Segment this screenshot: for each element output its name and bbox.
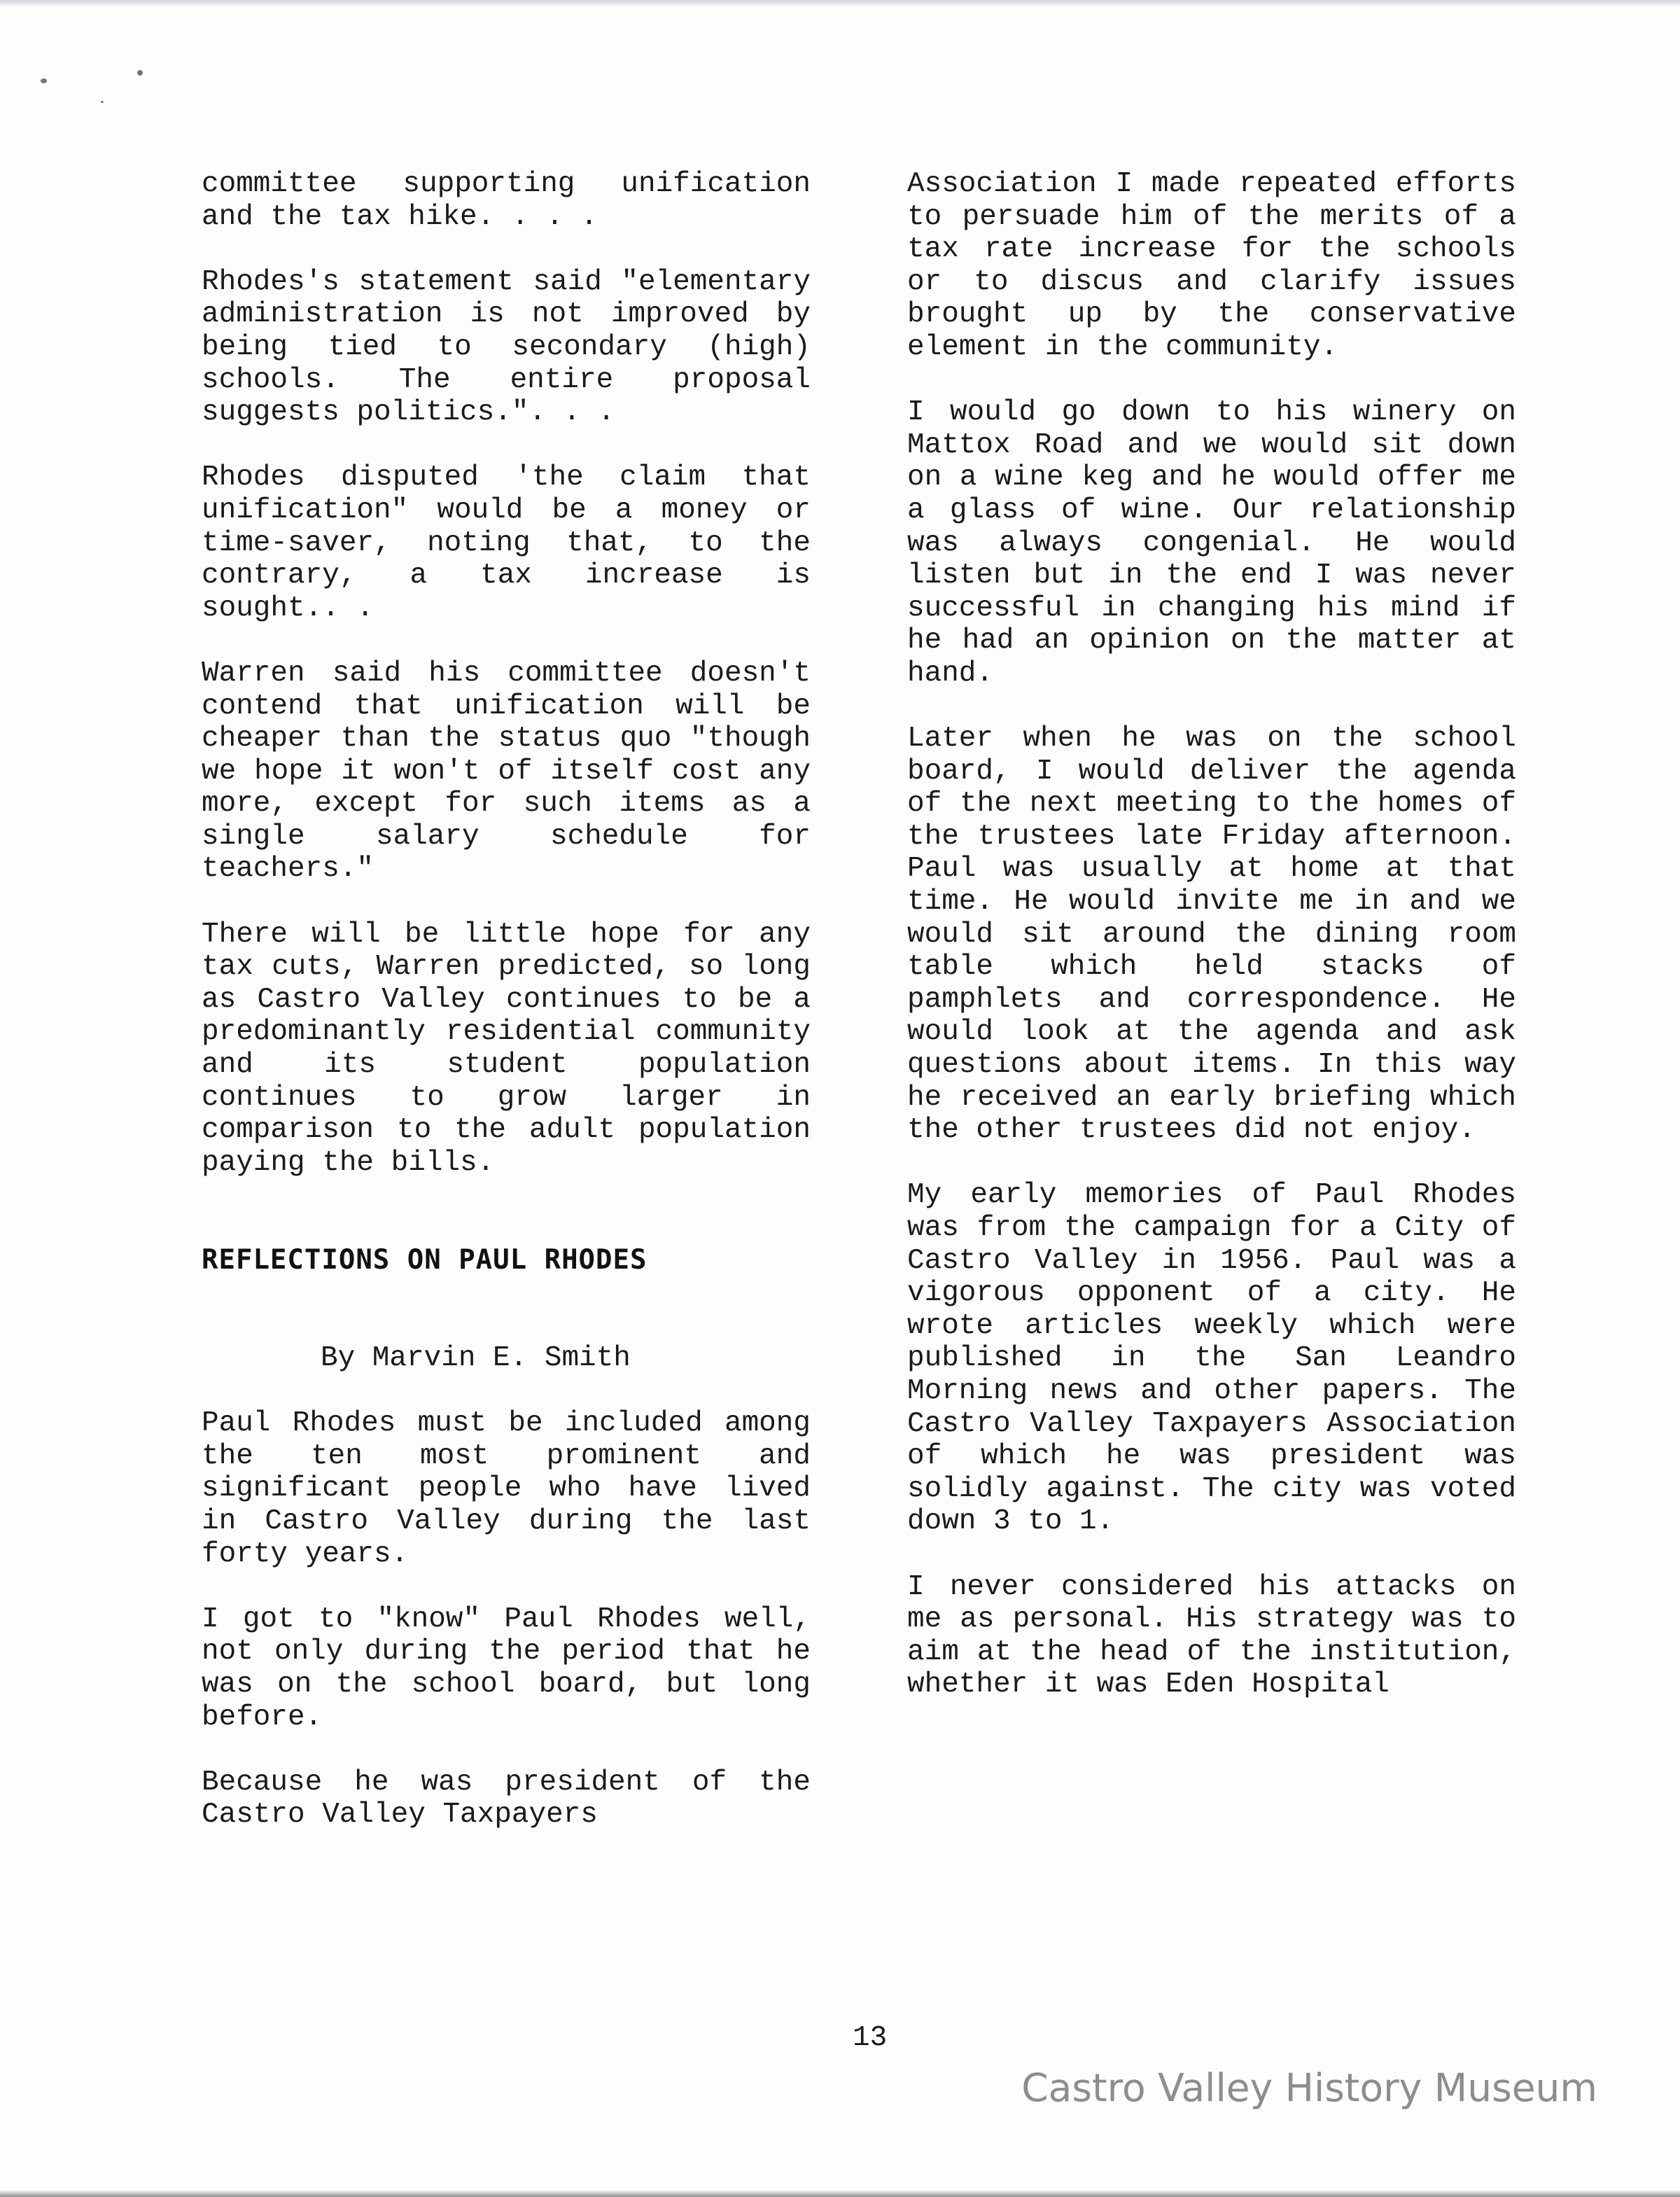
- paragraph: Warren said his committee doesn't contend that unification will be cheaper than the status quo "though we hope it won't of itself cost any more, except for such items as a single salary schedule for teachers.": [202, 657, 811, 886]
- article-byline: By Marvin E. Smith: [321, 1342, 631, 1374]
- scan-speck: [41, 78, 47, 83]
- left-column: [202, 168, 811, 1864]
- paragraph: Rhodes disputed 'the claim that unification" would be a money or time-saver, noting that, to the contrary, a tax increase is sought.. .: [202, 461, 811, 625]
- paragraph: Because he was president of the Castro Valley Taxpayers: [202, 1766, 811, 1832]
- paragraph: There will be little hope for any tax cuts, Warren predicted, so long as Castro Valley continues to be a predominantly residential community and its student population continues to grow larger in comparison to the adult population paying the bills.: [202, 918, 811, 1179]
- article-heading: REFLECTIONS ON PAUL RHODES: [202, 1244, 648, 1276]
- paragraph: committee supporting unification and the tax hike. . . .: [202, 168, 811, 233]
- scan-bottom-edge: [0, 2190, 1680, 2197]
- page-number: 13: [853, 2022, 888, 2054]
- scan-speck: [101, 101, 104, 103]
- paragraph: Paul Rhodes must be included among the ten most prominent and significant people who have lived in Castro Valley during the last forty years.: [202, 1407, 811, 1570]
- paragraph: I never considered his attacks on me as personal. His strategy was to aim at the head of the institution, whether it was Eden Hospital: [907, 1570, 1516, 1701]
- paragraph: Association I made repeated efforts to persuade him of the merits of a tax rate increase for the schools or to discus and clarify issues brought up by the conservative element in the community.: [907, 168, 1516, 363]
- paragraph: Later when he was on the school board, I would deliver the agenda of the next meeting to the homes of the trustees late Friday afternoon. Paul was usually at home at that time. He would invite me in and we would sit around the dining room table which held stacks of pamphlets and correspondence. He would look at the agenda and ask questions about items. In this way he received an early briefing which the other trustees did not enjoy.: [907, 723, 1516, 1147]
- scan-speck: [137, 70, 143, 76]
- paragraph: I got to "know" Paul Rhodes well, not only during the period that he was on the school board, but long before.: [202, 1603, 811, 1734]
- paragraph: I would go down to his winery on Mattox Road and we would sit down on a wine keg and he would offer me a glass of wine. Our relationship was always congenial. He would listen but in the end I was never successful in changing his mind if he had an opinion on the matter at hand.: [907, 396, 1516, 690]
- scan-top-edge: [0, 0, 1680, 7]
- paragraph: Rhodes's statement said "elementary administration is not improved by being tied to secondary (high) schools. The entire proposal suggests politics.". . .: [202, 265, 811, 429]
- museum-watermark: Castro Valley History Museum: [1021, 2065, 1597, 2110]
- paragraph: My early memories of Paul Rhodes was from the campaign for a City of Castro Valley in 1956. Paul was a vigorous opponent of a city. He wrote articles weekly which were published in the San Leandro Morning news and other papers. The Castro Valley Taxpayers Association of which he was president was solidly against. The city was voted down 3 to 1.: [907, 1179, 1516, 1538]
- right-column: [907, 168, 1516, 1734]
